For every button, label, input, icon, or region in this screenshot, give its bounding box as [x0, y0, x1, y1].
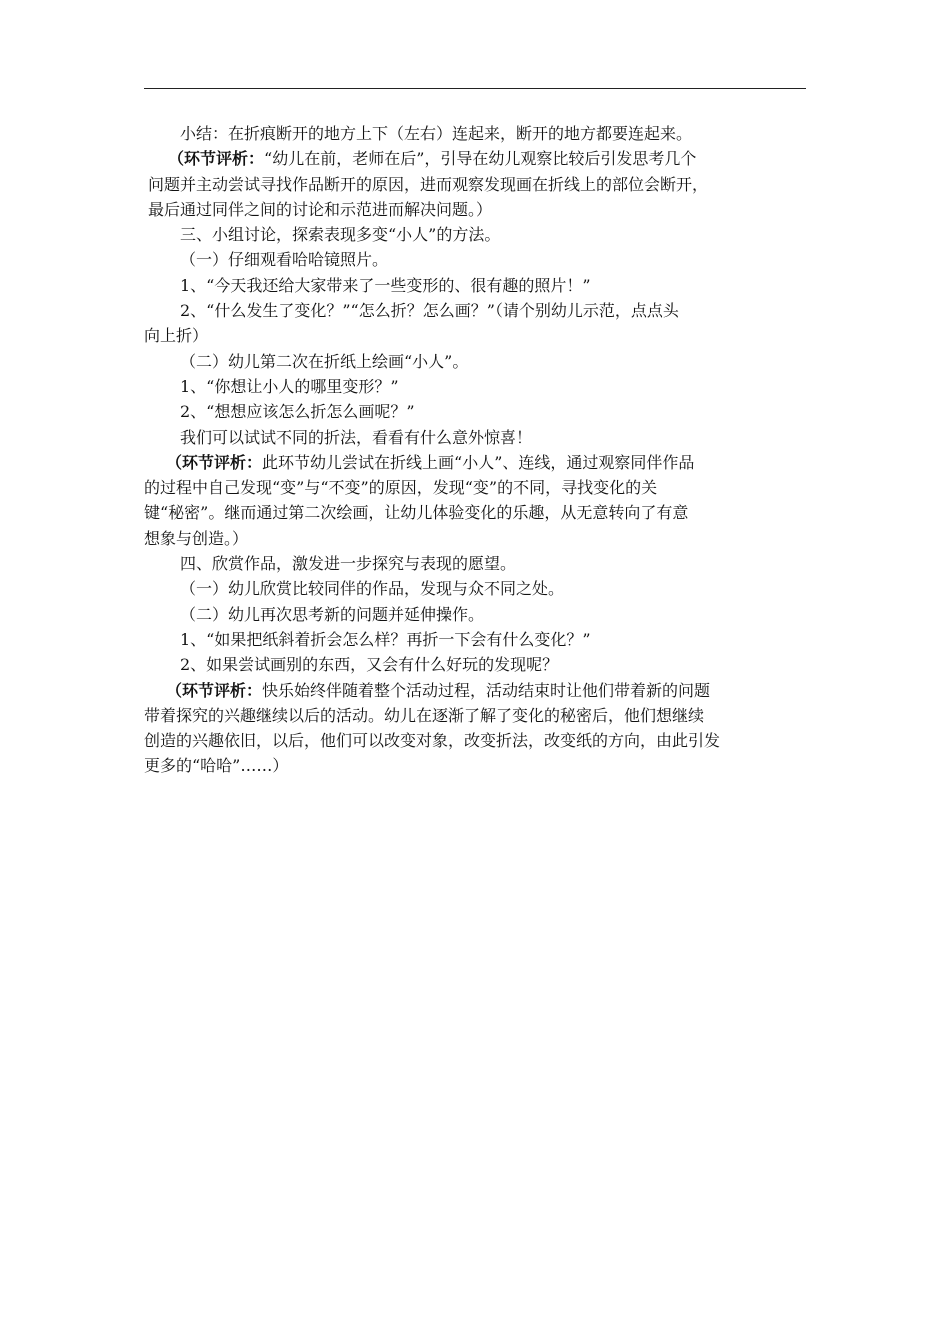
- line-text: （一）幼儿欣赏比较同伴的作品，发现与众不同之处。: [180, 579, 565, 599]
- line-text: 快乐始终伴随着整个活动过程，活动结束时让他们带着新的问题: [262, 680, 711, 700]
- text-line: [144, 121, 808, 146]
- commentary-label: （环节评析：: [166, 452, 263, 472]
- text-line: [144, 475, 808, 500]
- text-line: [144, 551, 808, 576]
- text-line: [144, 728, 808, 753]
- line-text: 小结：在折痕断开的地方上下（左右）连起来，断开的地方都要连起来。: [180, 124, 693, 143]
- header-rule: [144, 88, 806, 89]
- text-line: [144, 399, 808, 424]
- line-text: 我们可以试试不同的折法，看看有什么意外惊喜！: [180, 427, 533, 447]
- line-text: “幼儿在前，老师在后”，引导在幼儿观察比较后引发思考几个: [264, 149, 697, 169]
- text-line: [144, 753, 808, 778]
- text-line: [144, 172, 808, 197]
- line-text: 键“秘密”。继而通过第二次绘画，让幼儿体验变化的乐趣，从无意转向了有意: [144, 503, 689, 523]
- document-body: [144, 121, 808, 779]
- line-text: 最后通过同伴之间的讨论和示范进而解决问题。）: [148, 199, 493, 219]
- text-line: [144, 703, 808, 728]
- text-line: [144, 652, 808, 677]
- text-line: [144, 349, 808, 374]
- text-line: [144, 627, 808, 652]
- text-line: [144, 273, 808, 298]
- line-text: 2、如果尝试画别的东西，又会有什么好玩的发现呢？: [180, 655, 559, 675]
- line-text: 问题并主动尝试寻找作品断开的原因，进而观察发现画在折线上的部位会断开，: [148, 174, 709, 194]
- text-line: [144, 323, 808, 348]
- line-text: 向上折）: [144, 326, 209, 346]
- text-line: [144, 298, 808, 323]
- text-line: [144, 602, 808, 627]
- commentary-label: （环节评析：: [166, 680, 263, 700]
- line-text: 四、欣赏作品，激发进一步探究与表现的愿望。: [180, 554, 517, 574]
- line-text: （二）幼儿第二次在折纸上绘画“小人”。: [180, 351, 469, 371]
- line-text: 想象与创造。）: [144, 528, 249, 548]
- line-text: （二）幼儿再次思考新的问题并延伸操作。: [180, 604, 485, 624]
- commentary-label: （环节评析：: [168, 149, 265, 169]
- line-text: 三、小组讨论，探索表现多变“小人”的方法。: [180, 225, 501, 245]
- line-text: 1、“今天我还给大家带来了一些变形的、很有趣的照片！”: [180, 275, 591, 295]
- line-text: 带着探究的兴趣继续以后的活动。幼儿在逐渐了解了变化的秘密后，他们想继续: [144, 705, 705, 725]
- line-text: 1、“你想让小人的哪里变形？”: [180, 376, 399, 396]
- text-line: [144, 146, 808, 171]
- text-line: [144, 678, 808, 703]
- line-text: 1、“如果把纸斜着折会怎么样？再折一下会有什么变化？”: [180, 629, 591, 649]
- line-text: 创造的兴趣依旧，以后，他们可以改变对象，改变折法，改变纸的方向，由此引发: [144, 731, 721, 751]
- text-line: [144, 222, 808, 247]
- text-line: [144, 526, 808, 551]
- line-text: 此环节幼儿尝试在折线上画“小人”、连线，通过观察同伴作品: [262, 452, 695, 472]
- text-line: [144, 247, 808, 272]
- line-text: 的过程中自己发现“变”与“不变”的原因，发现“变”的不同，寻找变化的关: [144, 478, 658, 498]
- text-line: [144, 197, 808, 222]
- line-text: 更多的“哈哈”……）: [144, 756, 289, 776]
- text-line: [144, 425, 808, 450]
- line-text: 2、“什么发生了变化？”“怎么折？怎么画？”（请个别幼儿示范，点点头: [180, 301, 679, 321]
- line-text: 2、“想想应该怎么折怎么画呢？”: [180, 402, 415, 422]
- line-text: （一）仔细观看哈哈镜照片。: [180, 250, 389, 270]
- text-line: [144, 450, 808, 475]
- text-line: [144, 500, 808, 525]
- text-line: [144, 576, 808, 601]
- text-line: [144, 374, 808, 399]
